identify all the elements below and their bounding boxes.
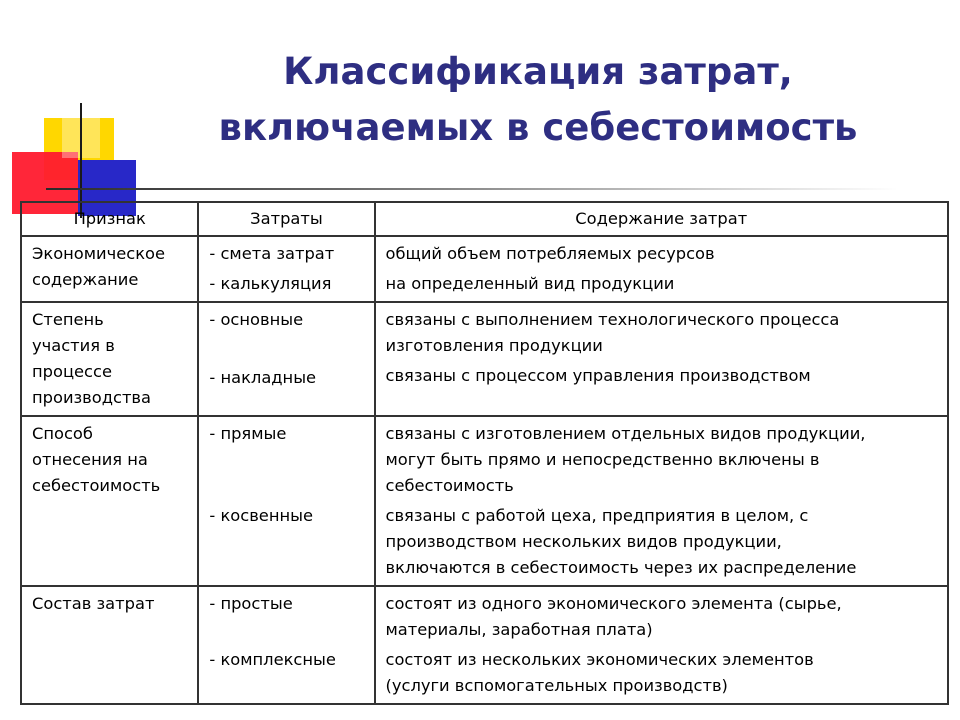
cost-label: - смета затрат [209,244,335,263]
cost-label: - калькуляция [209,274,332,293]
content-line: изготовления продукции [385,336,603,355]
table-row [21,416,948,586]
header-costs: Затраты [198,202,374,236]
decor-horizontal-line [46,188,898,190]
table-header-row [21,202,948,236]
cost-label: - прямые [209,424,287,443]
content-line: на определенный вид продукции [385,274,675,293]
cell-feature [21,586,198,704]
cell-content [375,586,949,704]
content-line: связаны с выполнением технологического процесса [385,310,840,329]
content-line: материалы, заработная плата) [385,620,653,639]
cell-costs [198,236,374,302]
title-line-1: Классификация затрат, [283,50,793,93]
cost-label: - основные [209,310,304,329]
feature-line: Экономическое [32,244,166,263]
cell-content [375,302,949,416]
table-row [21,236,948,302]
content-line: связаны с процессом управления производством [385,366,811,385]
feature-line: Степень [32,310,104,329]
cell-feature [21,416,198,586]
cost-label: - косвенные [209,506,313,525]
cell-content [375,236,949,302]
table-row [21,302,948,416]
feature-line: процессе [32,362,112,381]
cost-label: - простые [209,594,293,613]
content-line: производством нескольких видов продукции, [385,532,782,551]
content-line: могут быть прямо и непосредственно включены в [385,450,820,469]
slide-title [128,44,948,156]
header-content: Содержание затрат [375,202,949,236]
cell-feature [21,302,198,416]
cell-costs [198,416,374,586]
feature-line: Способ [32,424,93,443]
content-line: (услуги вспомогательных производств) [385,676,728,695]
table-row [21,586,948,704]
cell-costs [198,586,374,704]
content-line: связаны с изготовлением отдельных видов продукции, [385,424,866,443]
title-line-2: включаемых в себестоимость [218,106,858,149]
cost-label: - комплексные [209,650,336,669]
cell-content [375,416,949,586]
cell-costs [198,302,374,416]
header-feature: Признак [21,202,198,236]
content-line: себестоимость [385,476,514,495]
cell-feature [21,236,198,302]
content-line: состоят из нескольких экономических элементов [385,650,814,669]
feature-line: отнесения на [32,450,148,469]
feature-line: участия в [32,336,115,355]
classification-table [20,201,949,705]
content-line: связаны с работой цеха, предприятия в целом, с [385,506,809,525]
content-line: включаются в себестоимость через их распределение [385,558,857,577]
content-line: состоят из одного экономического элемента (сырье, [385,594,842,613]
feature-line: себестоимость [32,476,161,495]
content-line: общий объем потребляемых ресурсов [385,244,715,263]
feature-line: содержание [32,270,139,289]
cost-label: - накладные [209,368,317,387]
feature-line: Состав затрат [32,594,155,613]
feature-line: производства [32,388,152,407]
